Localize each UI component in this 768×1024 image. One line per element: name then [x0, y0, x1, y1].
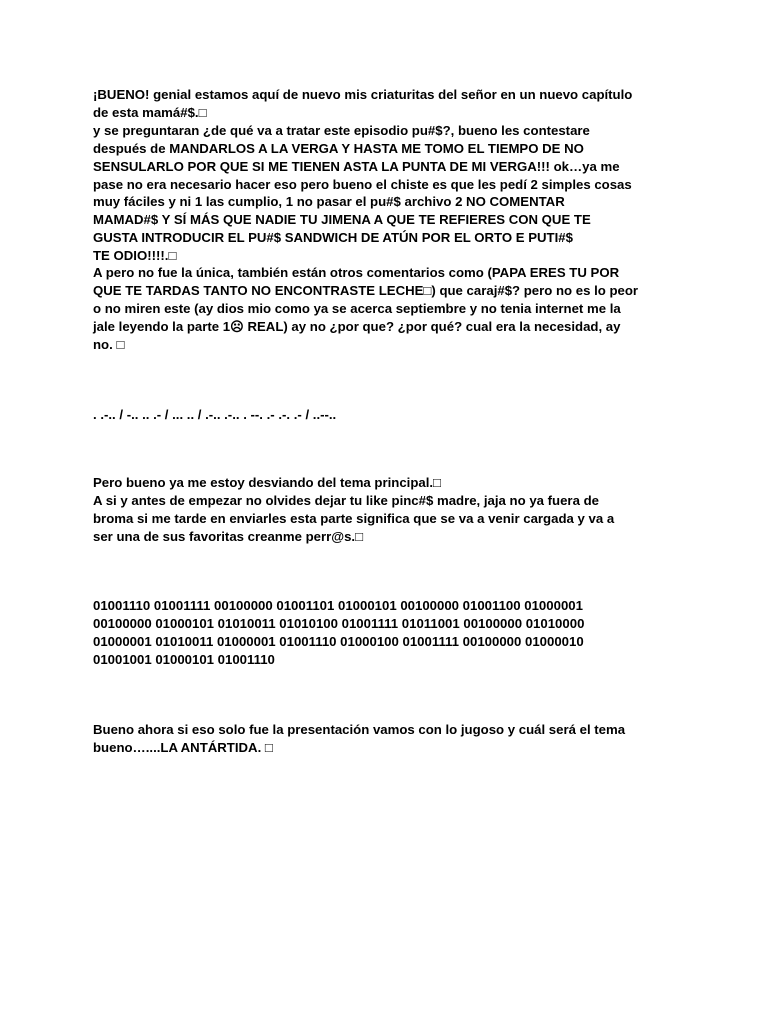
text-line: ser una de sus favoritas creanme perr@s.□: [93, 528, 364, 544]
text-line: 01000001 01010011 01000001 01001110 01000100 01001111 00100000 01000010: [93, 633, 584, 649]
comments-paragraph: [93, 264, 638, 354]
text-line: de esta mamá#$.□: [93, 104, 207, 120]
text-line: Bueno ahora si eso solo fue la presentación vamos con lo jugoso y cuál será el tema: [93, 722, 626, 737]
text-line: A pero no fue la única, también están otros comentarios como (PAPA ERES TU POR: [93, 265, 620, 280]
text-line: . .-.. / -.. .. .- / ... .. / .-.. .-.. . --. .- .-. .- / ..--..: [93, 407, 337, 422]
text-line: bueno…....LA ANTÁRTIDA. □: [93, 739, 273, 755]
text-line: después de MANDARLOS A LA VERGA Y HASTA ME TOMO EL TIEMPO DE NO: [93, 140, 584, 156]
binary-code-paragraph: [93, 597, 584, 669]
text-line: A si y antes de empezar no olvides dejar tu like pinc#$ madre, jaja no ya fuera de: [93, 492, 599, 508]
closing-paragraph: [93, 721, 625, 757]
text-line: no. □: [93, 336, 125, 352]
text-line: 01001001 01000101 01001110: [93, 651, 275, 667]
text-line: broma si me tarde en enviarles esta parte significa que se va a venir cargada y va a: [93, 510, 615, 526]
text-line: 01001110 01001111 00100000 01001101 01000101 00100000 01001100 01000001: [93, 598, 583, 613]
text-line: SENSULARLO POR QUE SI ME TIENEN ASTA LA PUNTA DE MI VERGA!!! ok…ya me: [93, 158, 620, 174]
text-line: o no miren este (ay dios mio como ya se acerca septiembre y no tenia internet me la: [93, 300, 621, 316]
text-line: MAMAD#$ Y SÍ MÁS QUE NADIE TU JIMENA A QUE TE REFIERES CON QUE TE: [93, 212, 591, 228]
digression-paragraph: [93, 474, 614, 546]
text-line: pase no era necesario hacer eso pero bueno el chiste es que les pedí 2 simples cosas: [93, 176, 632, 192]
text-line: y se preguntaran ¿de qué va a tratar este episodio pu#$?, bueno les contestare: [93, 122, 590, 138]
text-line: ¡BUENO! genial estamos aquí de nuevo mis criaturitas del señor en un nuevo capítulo: [93, 87, 633, 102]
text-line: QUE TE TARDAS TANTO NO ENCONTRASTE LECHE□) que caraj#$? pero no es lo peor: [93, 282, 639, 298]
morse-code-line: [93, 406, 336, 424]
text-line: muy fáciles y ni 1 las cumplio, 1 no pasar el pu#$ archivo 2 NO COMENTAR: [93, 194, 565, 210]
text-line: TE ODIO!!!!.□: [93, 248, 177, 264]
text-line: jale leyendo la parte 1☹ REAL) ay no ¿por que? ¿por qué? cual era la necesidad, ay: [93, 318, 621, 334]
intro-paragraph: [93, 86, 632, 265]
text-line: GUSTA INTRODUCIR EL PU#$ SANDWICH DE ATÚN POR EL ORTO E PUTI#$: [93, 230, 573, 246]
text-line: Pero bueno ya me estoy desviando del tema principal.□: [93, 475, 442, 490]
text-line: 00100000 01000101 01010011 01010100 01001111 01011001 00100000 01010000: [93, 615, 585, 631]
